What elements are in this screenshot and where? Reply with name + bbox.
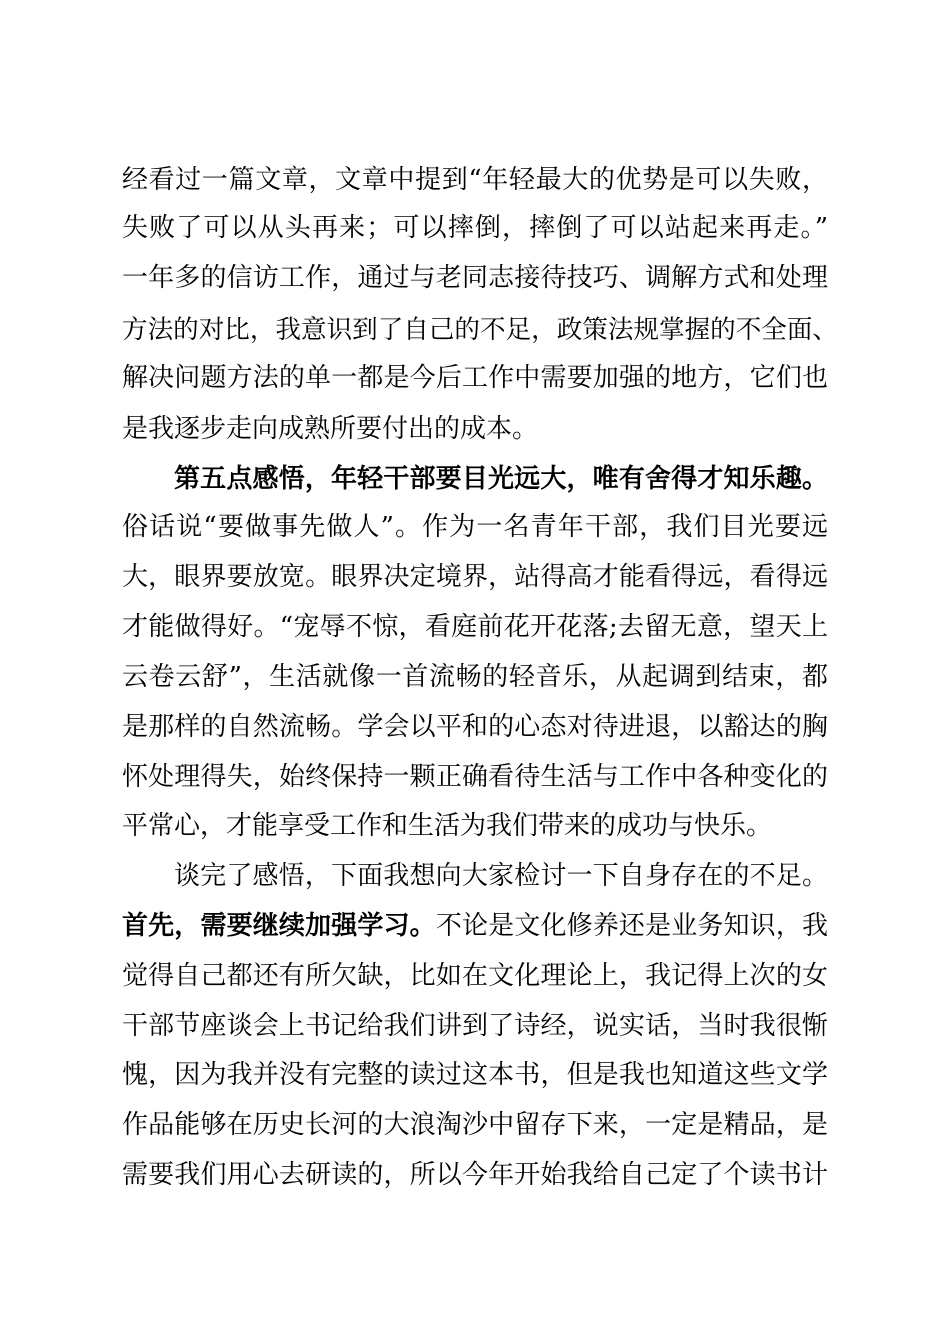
body-line xyxy=(122,557,828,597)
body-line xyxy=(122,657,828,697)
body-line xyxy=(122,358,828,398)
body-line xyxy=(122,757,828,797)
text-segment: 失败了可以从头再来；可以摔倒，摔倒了可以站起来再走。” xyxy=(122,213,828,243)
body-line xyxy=(122,208,828,248)
heading-text: 第五点感悟，年轻干部要目光远大，唯有舍得才知乐趣。 xyxy=(174,464,828,494)
text-segment: 才能做得好。“宠辱不惊，看庭前花开花落;去留无意，望天上 xyxy=(122,612,828,642)
body-line xyxy=(122,607,828,647)
body-line xyxy=(122,258,828,298)
text-segment: 是那样的自然流畅。学会以平和的心态对待进退，以豁达的胸 xyxy=(122,712,828,742)
text-segment: 怀处理得失，始终保持一颗正确看待生活与工作中各种变化的 xyxy=(122,762,828,792)
body-line xyxy=(122,806,828,846)
text-segment: 大，眼界要放宽。眼界决定境界，站得高才能看得远，看得远 xyxy=(122,562,828,592)
body-line xyxy=(122,1006,828,1046)
text-segment: 平常心，才能享受工作和生活为我们带来的成功与快乐。 xyxy=(122,811,773,841)
body-line xyxy=(122,1105,828,1145)
body-line xyxy=(122,507,828,547)
text-segment: 作品能够在历史长河的大浪淘沙中留存下来，一定是精品，是 xyxy=(122,1110,828,1140)
text-segment: 一年多的信访工作，通过与老同志接待技巧、调解方式和处理 xyxy=(122,263,828,293)
body-line xyxy=(122,707,828,747)
text-segment: 需要我们用心去研读的，所以今年开始我给自己定了个读书计 xyxy=(122,1160,828,1190)
text-segment: 觉得自己都还有所欠缺，比如在文化理论上，我记得上次的女 xyxy=(122,961,828,991)
text-segment: 愧，因为我并没有完整的读过这本书，但是我也知道这些文学 xyxy=(122,1060,828,1090)
section-heading xyxy=(174,459,828,499)
text-segment: 是我逐步走向成熟所要付出的成本。 xyxy=(122,414,539,444)
text-segment: 解决问题方法的单一都是今后工作中需要加强的地方，它们也 xyxy=(122,363,828,393)
body-line xyxy=(122,160,828,200)
text-segment: 经看过一篇文章，文章中提到“年轻最大的优势是可以失败， xyxy=(122,165,828,195)
body-line xyxy=(122,956,828,996)
body-line xyxy=(122,1155,828,1195)
text-segment: 云卷云舒”，生活就像一首流畅的轻音乐，从起调到结束，都 xyxy=(122,662,828,692)
text-segment: 干部节座谈会上书记给我们讲到了诗经，说实话，当时我很惭 xyxy=(122,1011,828,1041)
text-segment: 俗话说“要做事先做人”。作为一名青年干部，我们目光要远 xyxy=(122,512,828,542)
body-line xyxy=(122,409,828,449)
bold-lead-text: 首先，需要继续加强学习。 xyxy=(122,911,436,941)
text-segment: 方法的对比，我意识到了自己的不足，政策法规掌握的不全面、 xyxy=(122,315,838,345)
body-line xyxy=(122,906,828,946)
text-segment: 谈完了感悟，下面我想向大家检讨一下自身存在的不足。 xyxy=(174,861,828,891)
body-line xyxy=(122,310,838,350)
body-line xyxy=(122,1055,828,1095)
text-segment: 不论是文化修养还是业务知识，我 xyxy=(435,911,828,941)
body-line xyxy=(174,856,828,896)
